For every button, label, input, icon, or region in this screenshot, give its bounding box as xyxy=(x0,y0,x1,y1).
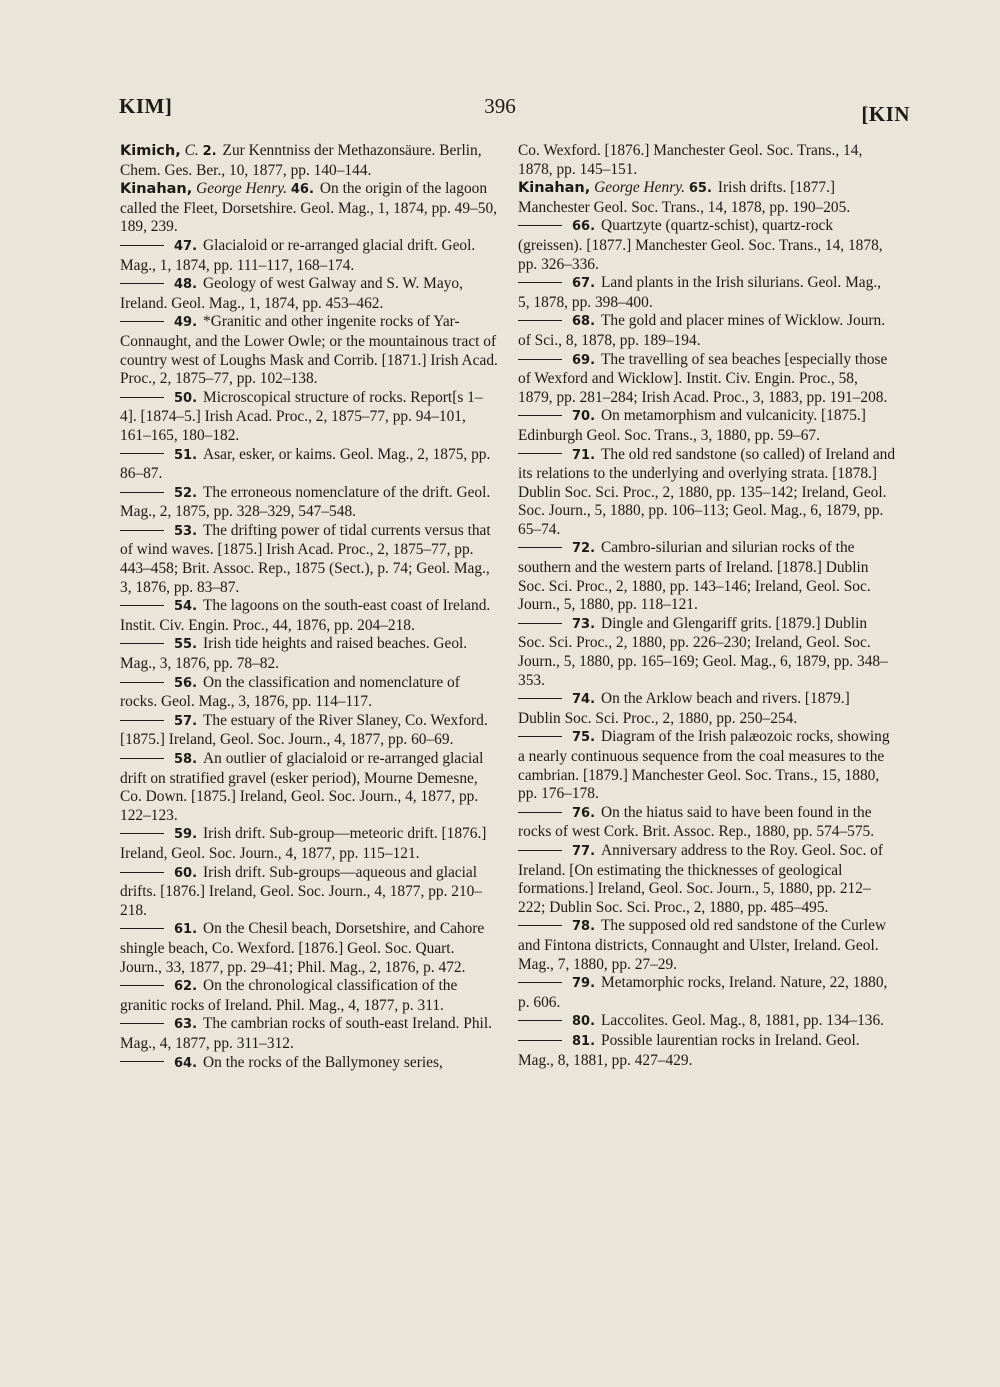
bibliography-entry xyxy=(120,825,498,863)
entry-text: Diagram of the Irish palæozoic rocks, showing a nearly continuous sequence from the coal measures to the cambrian. [1879.] Manchester Geol. Soc. Trans., 15, 1880, pp. 176–178. xyxy=(518,728,890,803)
bibliography-entry xyxy=(120,750,498,825)
entry-text: An outlier of glacialoid or re-arranged glacial drift on stratified gravel (esker period), Mourne Demesne, Co. Down. [1875.] Ireland, Geol. Soc. Journ., 4, 1877, pp. 122–123. xyxy=(120,750,484,824)
entry-number: 55. xyxy=(174,637,198,653)
entry-number: 48. xyxy=(174,277,198,293)
entry-number: 81. xyxy=(572,1033,596,1049)
entry-text: On the rocks of the Ballymoney series, xyxy=(203,1053,443,1071)
entry-text: Microscopical structure of rocks. Report[s 1–4]. [1874–5.] Irish Acad. Proc., 2, 1875–77, pp. 94–101, 161–165, 180–182. xyxy=(120,388,483,444)
bibliography-entry xyxy=(518,274,896,312)
ditto-dash xyxy=(120,530,164,531)
entry-text: On the Arklow beach and rivers. [1879.] Dublin Soc. Sci. Proc., 2, 1880, pp. 250–254. xyxy=(518,690,850,727)
entry-text: Irish drift. Sub-groups—aqueous and glacial drifts. [1876.] Ireland, Geol. Soc. Journ., 4, 1877, pp. 210–218. xyxy=(120,863,483,919)
entry-text: On the Chesil beach, Dorsetshire, and Cahore shingle beach, Co. Wexford. [1876.] Geol. Soc. Quart. Journ., 33, 1877, pp. 29–41; Phil. Mag., 2, 1876, p. 472. xyxy=(120,920,485,976)
entry-text: The lagoons on the south-east coast of Ireland. Instit. Civ. Engin. Proc., 44, 1876, pp. 204–218. xyxy=(120,597,491,634)
entry-text: Laccolites. Geol. Mag., 8, 1881, pp. 134–136. xyxy=(601,1012,884,1030)
entry-number: 67. xyxy=(572,276,596,292)
ditto-dash xyxy=(120,928,164,929)
author-given-name: George Henry. xyxy=(196,180,288,198)
ditto-dash xyxy=(120,643,164,644)
bibliography-entry xyxy=(518,179,896,217)
entry-number: 77. xyxy=(572,843,596,859)
bibliography-entry xyxy=(518,842,896,917)
entry-text: Dingle and Glengariff grits. [1879.] Dublin Soc. Sci. Proc., 2, 1880, pp. 226–230; Ireland, Geol. Soc. Journ., 5, 1880, pp. 165–169; Geol. Mag., 6, 1879, pp. 348–353. xyxy=(518,614,888,689)
entry-number: 75. xyxy=(572,730,596,746)
ditto-dash xyxy=(120,245,164,246)
entry-number: 68. xyxy=(572,314,596,330)
bibliography-entry xyxy=(518,446,896,540)
entry-number: 46. xyxy=(290,182,314,198)
entry-text: On the chronological classification of the granitic rocks of Ireland. Phil. Mag., 4, 1877, p. 311. xyxy=(120,977,458,1014)
ditto-dash xyxy=(518,1020,562,1021)
ditto-dash xyxy=(518,547,562,548)
bibliography-entry xyxy=(120,920,498,977)
entry-text: *Granitic and other ingenite rocks of Yar-Connaught, and the Lower Owle; or the mountainous tract of country west of Loughs Mask and Corrib. [1871.] Irish Acad. Proc., 2, 1875–77, pp. 102–138. xyxy=(120,313,498,388)
bibliography-entry xyxy=(120,1054,498,1074)
right-column xyxy=(518,142,896,1070)
ditto-dash xyxy=(120,758,164,759)
ditto-dash xyxy=(120,720,164,721)
bibliography-entry xyxy=(120,446,498,484)
ditto-dash xyxy=(120,872,164,873)
entry-text: On the hiatus said to have been found in the rocks of west Cork. Brit. Assoc. Rep., 1880, pp. 574–575. xyxy=(518,803,875,841)
bibliography-entry xyxy=(518,142,896,179)
bibliography-entry xyxy=(120,275,498,313)
bibliography-entry xyxy=(120,484,498,522)
entry-number: 49. xyxy=(174,315,198,331)
bibliography-entry xyxy=(518,312,896,350)
ditto-dash xyxy=(120,321,164,322)
entry-number: 71. xyxy=(572,447,596,463)
author-name: Kimich, xyxy=(120,143,181,159)
bibliography-entry xyxy=(120,635,498,673)
ditto-dash xyxy=(120,682,164,683)
left-column xyxy=(120,142,498,1073)
entry-number: 72. xyxy=(572,541,596,557)
ditto-dash xyxy=(518,812,562,813)
ditto-dash xyxy=(518,736,562,737)
entry-text: Cambro-silurian and silurian rocks of the southern and the western parts of Ireland. [1878.] Dublin Soc. Sci. Proc., 2, 1880, pp. 143–146; Ireland, Geol. Soc. Journ., 5, 1880, pp. 118–121. xyxy=(518,539,871,614)
ditto-dash xyxy=(120,492,164,493)
entry-text: Land plants in the Irish silurians. Geol. Mag., 5, 1878, pp. 398–400. xyxy=(518,274,882,311)
author-name: Kinahan, xyxy=(518,180,591,197)
entry-text: The erroneous nomenclature of the drift. Geol. Mag., 2, 1875, pp. 328–329, 547–548. xyxy=(120,483,491,521)
bibliography-entry xyxy=(120,977,498,1015)
entry-text: Geology of west Galway and S. W. Mayo, Ireland. Geol. Mag., 1, 1874, pp. 453–462. xyxy=(120,275,463,312)
entry-number: 62. xyxy=(174,979,198,995)
entry-text: Co. Wexford. [1876.] Manchester Geol. Soc. Trans., 14, 1878, pp. 145–151. xyxy=(518,142,863,178)
ditto-dash xyxy=(518,925,562,926)
ditto-dash xyxy=(120,985,164,986)
bibliography-entry xyxy=(518,407,896,445)
entry-number: 63. xyxy=(174,1017,198,1033)
bibliography-entry xyxy=(518,1032,896,1070)
entry-number: 73. xyxy=(572,616,596,632)
entry-text: On the origin of the lagoon called the Fleet, Dorsetshire. Geol. Mag., 1, 1874, pp. 49–50, 189, 239. xyxy=(120,180,497,236)
entry-number: 76. xyxy=(572,805,596,821)
bibliography-entry xyxy=(518,615,896,690)
entry-text: The drifting power of tidal currents versus that of wind waves. [1875.] Irish Acad. Proc., 2, 1875–77, pp. 443–458; Brit. Assoc. Rep., 1875 (Sect.), p. 74; Geol. Mag., 3, 1876, pp. 83–87. xyxy=(120,521,491,596)
bibliography-entry xyxy=(120,180,498,237)
entry-number: 50. xyxy=(174,390,198,406)
entry-text: Glacialoid or re-arranged glacial drift. Geol. Mag., 1, 1874, pp. 111–117, 168–174. xyxy=(120,236,476,274)
entry-number: 79. xyxy=(572,976,596,992)
entry-text: Asar, esker, or kaims. Geol. Mag., 2, 1875, pp. 86–87. xyxy=(120,445,491,483)
entry-text: The travelling of sea beaches [especially those of Wexford and Wicklow]. Instit. Civ. Engin. Proc., 58, 1879, pp. 281–284; Irish Acad. Proc., 3, 1883, pp. 191–208. xyxy=(518,350,888,406)
ditto-dash xyxy=(120,605,164,606)
author-given-name: C. xyxy=(184,142,199,159)
author-name: Kinahan, xyxy=(120,181,193,198)
entry-text: Irish drifts. [1877.] Manchester Geol. Soc. Trans., 14, 1878, pp. 190–205. xyxy=(518,179,851,216)
entry-number: 74. xyxy=(572,692,596,708)
ditto-dash xyxy=(518,982,562,983)
bibliography-entry xyxy=(518,974,896,1012)
entry-text: The supposed old red sandstone of the Curlew and Fintona districts, Connaught and Ulster, Ireland. Geol. Mag., 7, 1880, pp. 27–29. xyxy=(518,917,887,973)
bibliography-entry xyxy=(518,1012,896,1032)
entry-number: 2. xyxy=(202,144,217,159)
entry-text: On metamorphism and vulcanicity. [1875.] Edinburgh Geol. Soc. Trans., 3, 1880, pp. 59–67. xyxy=(518,407,866,444)
ditto-dash xyxy=(518,415,562,416)
bibliography-entry xyxy=(120,522,498,597)
entry-text: The estuary of the River Slaney, Co. Wexford. [1875.] Ireland, Geol. Soc. Journ., 4, 1877, pp. 60–69. xyxy=(120,711,488,749)
entry-text: Anniversary address to the Roy. Geol. Soc. of Ireland. [On estimating the thicknesses of geological formations.] Ireland, Geol. Soc. Journ., 5, 1880, pp. 212–222; Dublin Soc. Sci. Proc., 2, 1880, pp. 485–495. xyxy=(518,841,883,916)
ditto-dash xyxy=(518,282,562,283)
bibliography-entry xyxy=(120,712,498,750)
entry-number: 60. xyxy=(174,865,198,881)
bibliography-entry xyxy=(120,389,498,446)
author-given-name: George Henry. xyxy=(594,179,686,197)
ditto-dash xyxy=(120,1023,164,1024)
entry-text: The gold and placer mines of Wicklow. Journ. of Sci., 8, 1878, pp. 189–194. xyxy=(518,312,886,349)
bibliography-entry xyxy=(120,864,498,921)
entry-number: 59. xyxy=(174,827,198,843)
bibliography-entry xyxy=(120,142,498,180)
entry-number: 64. xyxy=(174,1055,198,1071)
entry-number: 57. xyxy=(174,713,198,729)
header-right-guide-word: [KIN xyxy=(861,102,910,126)
ditto-dash xyxy=(518,359,562,360)
bibliography-entry xyxy=(518,804,896,842)
entry-text: Irish drift. Sub-group—meteoric drift. [1876.] Ireland, Geol. Soc. Journ., 4, 1877, pp. 115–121. xyxy=(120,825,487,862)
entry-number: 47. xyxy=(174,238,198,254)
ditto-dash xyxy=(120,397,164,398)
ditto-dash xyxy=(518,698,562,699)
entry-number: 78. xyxy=(572,919,596,935)
ditto-dash xyxy=(120,283,164,284)
ditto-dash xyxy=(120,1061,164,1062)
entry-number: 56. xyxy=(174,675,198,691)
bibliography-entry xyxy=(120,674,498,712)
bibliography-entry xyxy=(120,597,498,635)
ditto-dash xyxy=(518,225,562,226)
entry-number: 53. xyxy=(174,523,198,539)
entry-number: 58. xyxy=(174,752,198,767)
ditto-dash xyxy=(518,623,562,624)
bibliography-entry xyxy=(518,539,896,614)
bibliography-entry xyxy=(518,351,896,408)
bibliography-entry xyxy=(120,1015,498,1053)
entry-number: 69. xyxy=(572,352,596,368)
bibliography-entry xyxy=(120,237,498,275)
ditto-dash xyxy=(518,453,562,454)
entry-number: 70. xyxy=(572,409,596,425)
entry-text: Metamorphic rocks, Ireland. Nature, 22, 1880, p. 606. xyxy=(518,974,888,1011)
entry-text: Irish tide heights and raised beaches. Geol. Mag., 3, 1876, pp. 78–82. xyxy=(120,635,468,673)
ditto-dash xyxy=(120,833,164,834)
entry-text: Possible laurentian rocks in Ireland. Geol. Mag., 8, 1881, pp. 427–429. xyxy=(518,1031,860,1069)
bibliography-entry xyxy=(518,728,896,803)
entry-text: Quartzyte (quartz-schist), quartz-rock (greissen). [1877.] Manchester Geol. Soc. Trans., 14, 1878, pp. 326–336. xyxy=(518,217,883,273)
entry-number: 66. xyxy=(572,219,596,235)
entry-number: 80. xyxy=(572,1014,596,1030)
ditto-dash xyxy=(518,850,562,851)
ditto-dash xyxy=(120,453,164,454)
ditto-dash xyxy=(518,1040,562,1041)
entry-number: 51. xyxy=(174,447,198,463)
entry-number: 61. xyxy=(174,922,198,938)
header-left-guide-word: KIM] xyxy=(119,94,173,118)
entry-number: 65. xyxy=(688,181,712,197)
bibliography-entry xyxy=(518,917,896,974)
bibliography-entry xyxy=(120,313,498,388)
running-header xyxy=(0,94,1000,134)
entry-text: On the classification and nomenclature of rocks. Geol. Mag., 3, 1876, pp. 114–117. xyxy=(120,673,460,711)
entry-text: The old red sandstone (so called) of Ireland and its relations to the underlying and overlying strata. [1878.] Dublin Soc. Sci. Proc., 2, 1880, pp. 135–142; Ireland, Geol. Soc. Journ., 5, 1880, pp. 106–113; Geol. Mag., 6, 1879, pp. 65–74. xyxy=(518,445,896,538)
entry-text: The cambrian rocks of south-east Ireland. Phil. Mag., 4, 1877, pp. 311–312. xyxy=(120,1015,492,1052)
bibliography-entry xyxy=(518,690,896,728)
page-number: 396 xyxy=(484,94,516,118)
ditto-dash xyxy=(518,320,562,321)
entry-text: Zur Kenntniss der Methazonsäure. Berlin, Chem. Ges. Ber., 10, 1877, pp. 140–144. xyxy=(120,142,482,179)
bibliography-entry xyxy=(518,217,896,274)
entry-number: 54. xyxy=(174,599,198,615)
entry-number: 52. xyxy=(174,485,198,501)
